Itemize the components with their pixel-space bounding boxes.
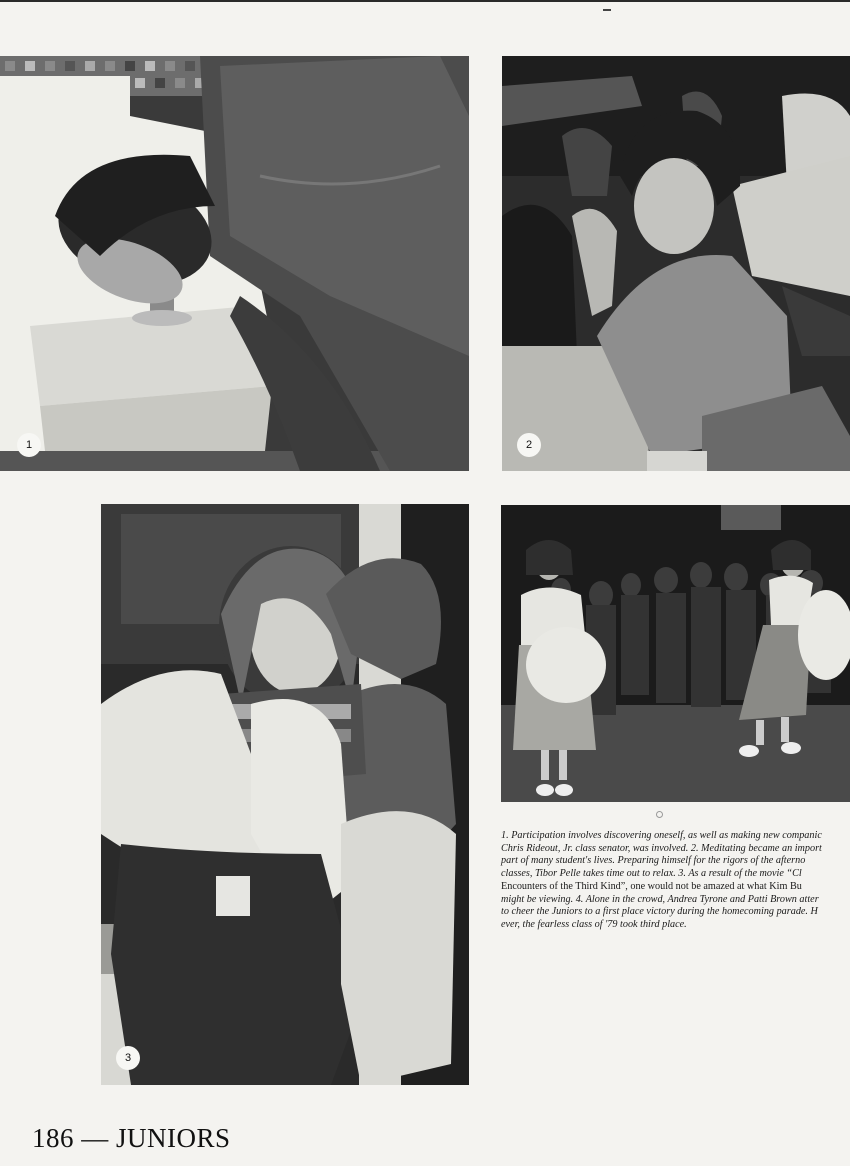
caption-line: might be viewing. 4. Alone in the crowd, Andrea Tyrone and Patti Brown atter (501, 893, 819, 905)
page-folio: 186 — JUNIORS (32, 1123, 231, 1153)
photo-2-image (502, 56, 850, 471)
photo-3-image (101, 504, 469, 1085)
photo-number-badge: 1 (17, 433, 41, 457)
caption-line: ever, the fearless class of '79 took third place. (501, 918, 687, 930)
photo-drinking-fountain (0, 56, 469, 471)
print-dot (656, 811, 663, 818)
photo-number-badge: 3 (116, 1046, 140, 1070)
photo-homecoming-cheer (501, 505, 850, 802)
photo-1-image (0, 56, 469, 471)
photo-4-image (501, 505, 850, 802)
photo-number-badge: 2 (517, 433, 541, 457)
photo-meditating-student (502, 56, 850, 471)
caption-line: Encounters of the Third Kind”, one would not be amazed at what Kim Bu (501, 880, 802, 892)
caption-line: classes, Tibor Pelle takes time out to relax. 3. As a result of the movie “Cl (501, 868, 802, 880)
print-speck (603, 9, 611, 11)
photo-caption (501, 830, 850, 932)
caption-line: Chris Rideout, Jr. class senator, was involved. 2. Meditating became an import (501, 842, 822, 854)
photo-students-watching (101, 504, 469, 1085)
caption-line: part of many student's lives. Preparing himself for the rigors of the afterno (501, 855, 806, 867)
caption-line: 1. Participation involves discovering oneself, as well as making new companic (501, 830, 822, 841)
caption-line: to cheer the Juniors to a first place victory during the homecoming parade. H (501, 906, 818, 918)
page-top-edge (0, 0, 850, 2)
